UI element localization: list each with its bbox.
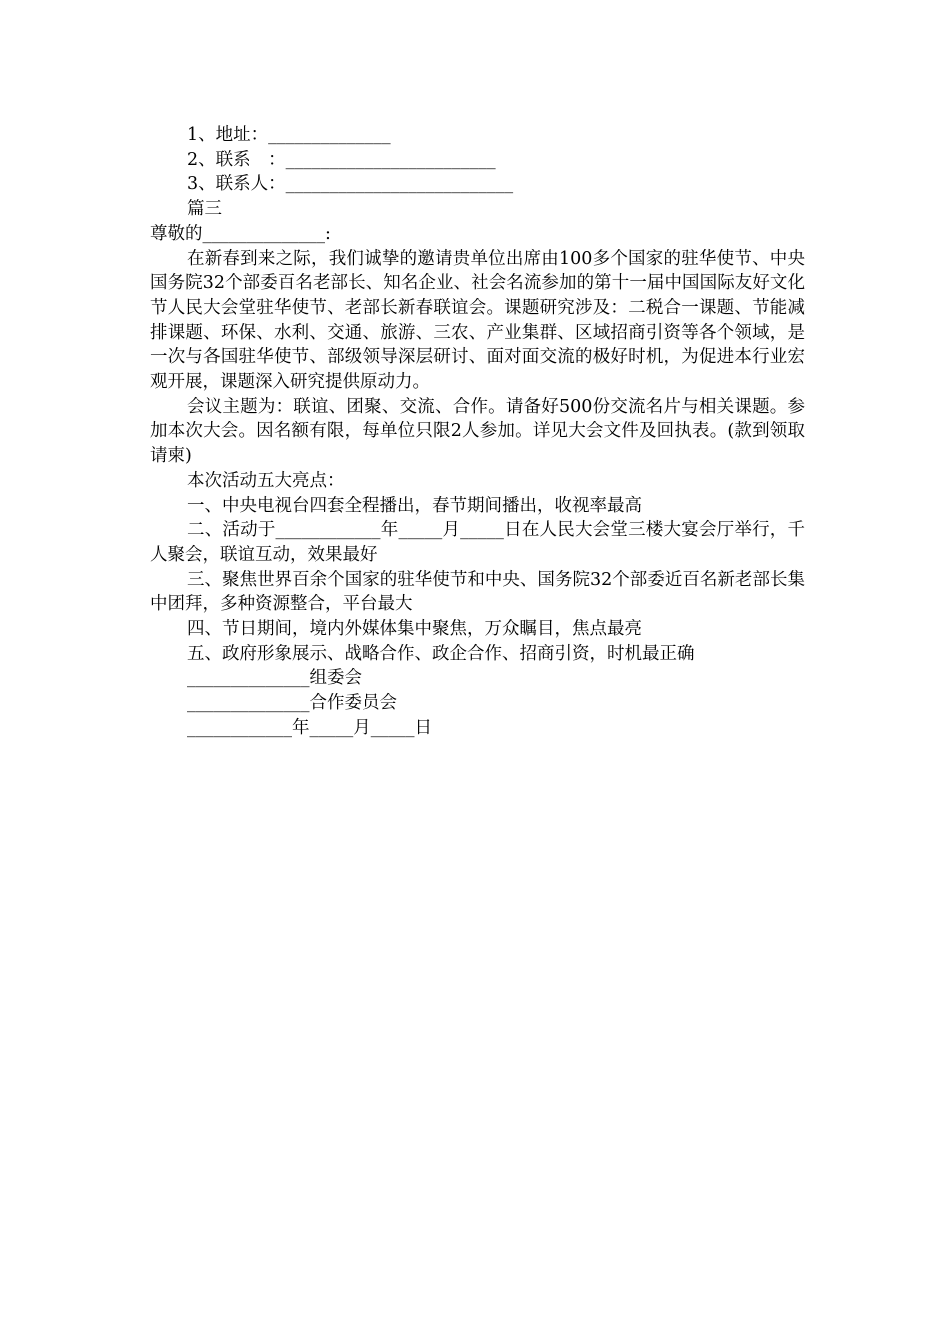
document-page (150, 123, 805, 741)
signature-date: ____________年_____月_____日 (187, 717, 432, 738)
person-label: 3、联系人： (187, 174, 286, 195)
body-paragraph-theme: 会议主题为：联谊、团聚、交流、合作。请备好500份交流名片与相关课题。参加本次大会。因名额有限，每单位只限2人参加。详见大会文件及回执表。(款到领取请柬) (150, 396, 805, 467)
signature-organizer: ______________组委会 (187, 668, 362, 689)
contact-phone (150, 148, 805, 173)
phone-blank: ________________________ (285, 149, 496, 170)
highlight-item: 二、活动于____________年_____月_____日在人民大会堂三楼大宴会厅举行，千人聚会，联谊互动，效果最好 (150, 520, 805, 565)
signature-cooperation: ______________合作委员会 (187, 693, 397, 714)
address-blank: ______________ (268, 125, 391, 145)
salutation: 尊敬的______________: (150, 223, 331, 244)
highlight-item: 三、聚焦世界百余个国家的驻华使节和中央、国务院32个部委近百名新老部长集中团拜，多种资源整合，平台最大 (150, 569, 805, 615)
address-label: 1、地址： (187, 125, 269, 145)
contact-address (150, 123, 805, 148)
highlight-item: 一、中央电视台四套全程播出，春节期间播出，收视率最高 (187, 495, 642, 516)
person-blank: __________________________ (285, 174, 514, 195)
section-title: 篇三 (187, 199, 222, 220)
contact-person (150, 172, 805, 197)
body-paragraph-invitation: 在新春到来之际，我们诚挚的邀请贵单位出席由100多个国家的驻华使节、中央国务院32个部委百名老部长、知名企业、社会名流参加的第十一届中国国际友好文化节人民大会堂驻华使节、老部长新春联谊会。课题研究涉及：二税合一课题、节能减排课题、环保、水利、交通、旅游、三农、产业集群、区域招商引资等各个领域，是一次与各国驻华使节、部级领导深层研讨、面对面交流的极好时机，为促进本行业宏观开展，课题深入研究提供原动力。 (150, 248, 805, 393)
phone-label: 2、联系 ： (187, 149, 286, 170)
highlight-item: 四、节日期间，境内外媒体集中聚焦，万众瞩目，焦点最亮 (187, 619, 642, 640)
highlights-title: 本次活动五大亮点： (187, 470, 345, 491)
highlight-item: 五、政府形象展示、战略合作、政企合作、招商引资，时机最正确 (187, 643, 695, 664)
